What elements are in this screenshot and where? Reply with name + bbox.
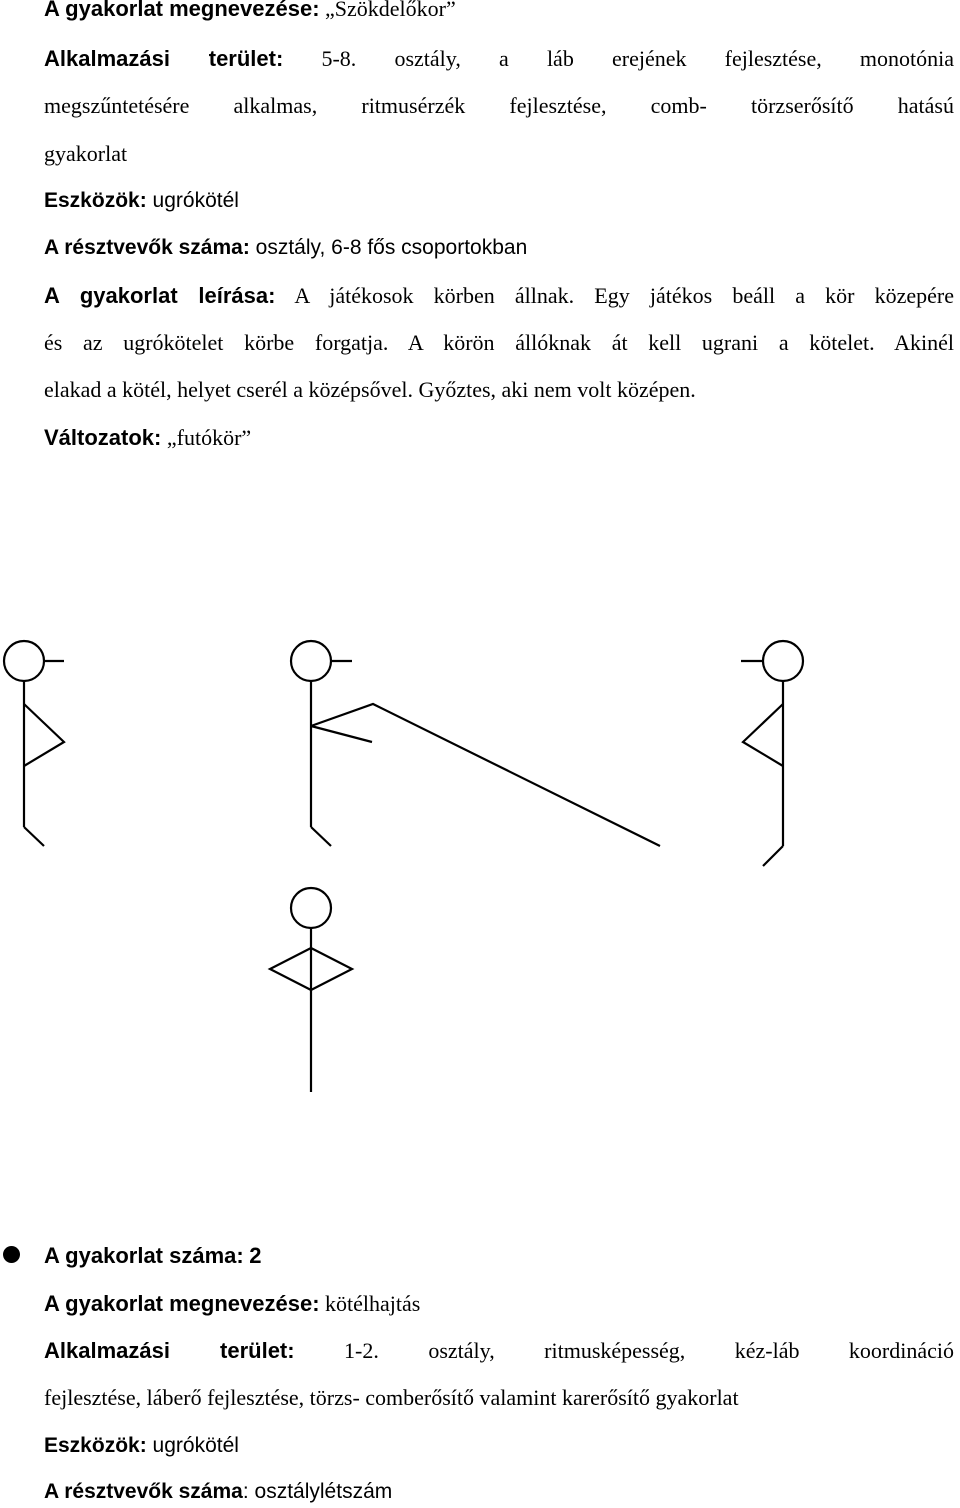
exercise2-name-line [44, 1289, 954, 1319]
description-text-1: A játékosok körben állnak. Egy játékos beáll a kör közepére [294, 283, 954, 308]
participants-label: A résztvevők száma: [44, 236, 250, 259]
exercise2-number-line [44, 1241, 954, 1271]
name-value: kötélhajtás [325, 1291, 421, 1316]
stick-figure-bottom [270, 888, 352, 1092]
description-label: A gyakorlat leírása: [44, 283, 276, 308]
name-label: A gyakorlat megnevezése: [44, 0, 320, 21]
participants-value: osztálylétszám [254, 1480, 393, 1503]
participants-label: A résztvevők száma [44, 1480, 243, 1503]
area-label: Alkalmazási terület: [44, 46, 284, 71]
area-text-1: 5-8. osztály, a láb erejének fejlesztése, monotónia [321, 46, 955, 71]
number-label: A gyakorlat száma: [44, 1243, 244, 1268]
variants-label: Változatok: [44, 425, 162, 450]
name-value: „Szökdelőkor” [325, 0, 456, 21]
description-text-2: és az ugrókötelet körbe forgatja. A körön állóknak át kell ugrani a kötelet. Akinél [44, 330, 954, 355]
area-label: Alkalmazási terület: [44, 1338, 295, 1363]
exercise2-participants-line [44, 1477, 954, 1507]
bullet-point [3, 1246, 20, 1263]
tools-value: ugrókötél [152, 1434, 239, 1457]
exercise2-area-line1 [44, 1336, 954, 1366]
stick-figure-left [4, 641, 64, 846]
name-label: A gyakorlat megnevezése: [44, 1291, 320, 1316]
area-text-2: megszűntetésére alkalmas, ritmusérzék fejlesztése, comb- törzserősítő hatású [44, 93, 954, 118]
area-text-3: gyakorlat [44, 141, 128, 166]
number-value: 2 [249, 1243, 262, 1268]
stick-figure-rope-turner [291, 641, 660, 846]
exercise2-tools-line [44, 1431, 954, 1461]
tools-value: ugrókötél [152, 189, 239, 212]
participants-separator: : [242, 1480, 249, 1503]
area-text-1: 1-2. osztály, ritmusképesség, kéz-láb koordináció [344, 1338, 955, 1363]
tools-label: Eszközök: [44, 1434, 147, 1457]
variants-value: „futókör” [166, 425, 252, 450]
participants-value: osztály, 6-8 fős csoportokban [255, 236, 528, 259]
area-text-2: fejlesztése, láberő fejlesztése, törzs- comberősítő valamint karerősítő gyakorlat [44, 1385, 739, 1410]
exercise2-area-line2 [44, 1383, 954, 1413]
description-text-3: elakad a kötél, helyet cserél a középsővel. Győztes, aki nem volt középen. [44, 377, 696, 402]
stick-figure-right [741, 641, 803, 866]
tools-label: Eszközök: [44, 189, 147, 212]
